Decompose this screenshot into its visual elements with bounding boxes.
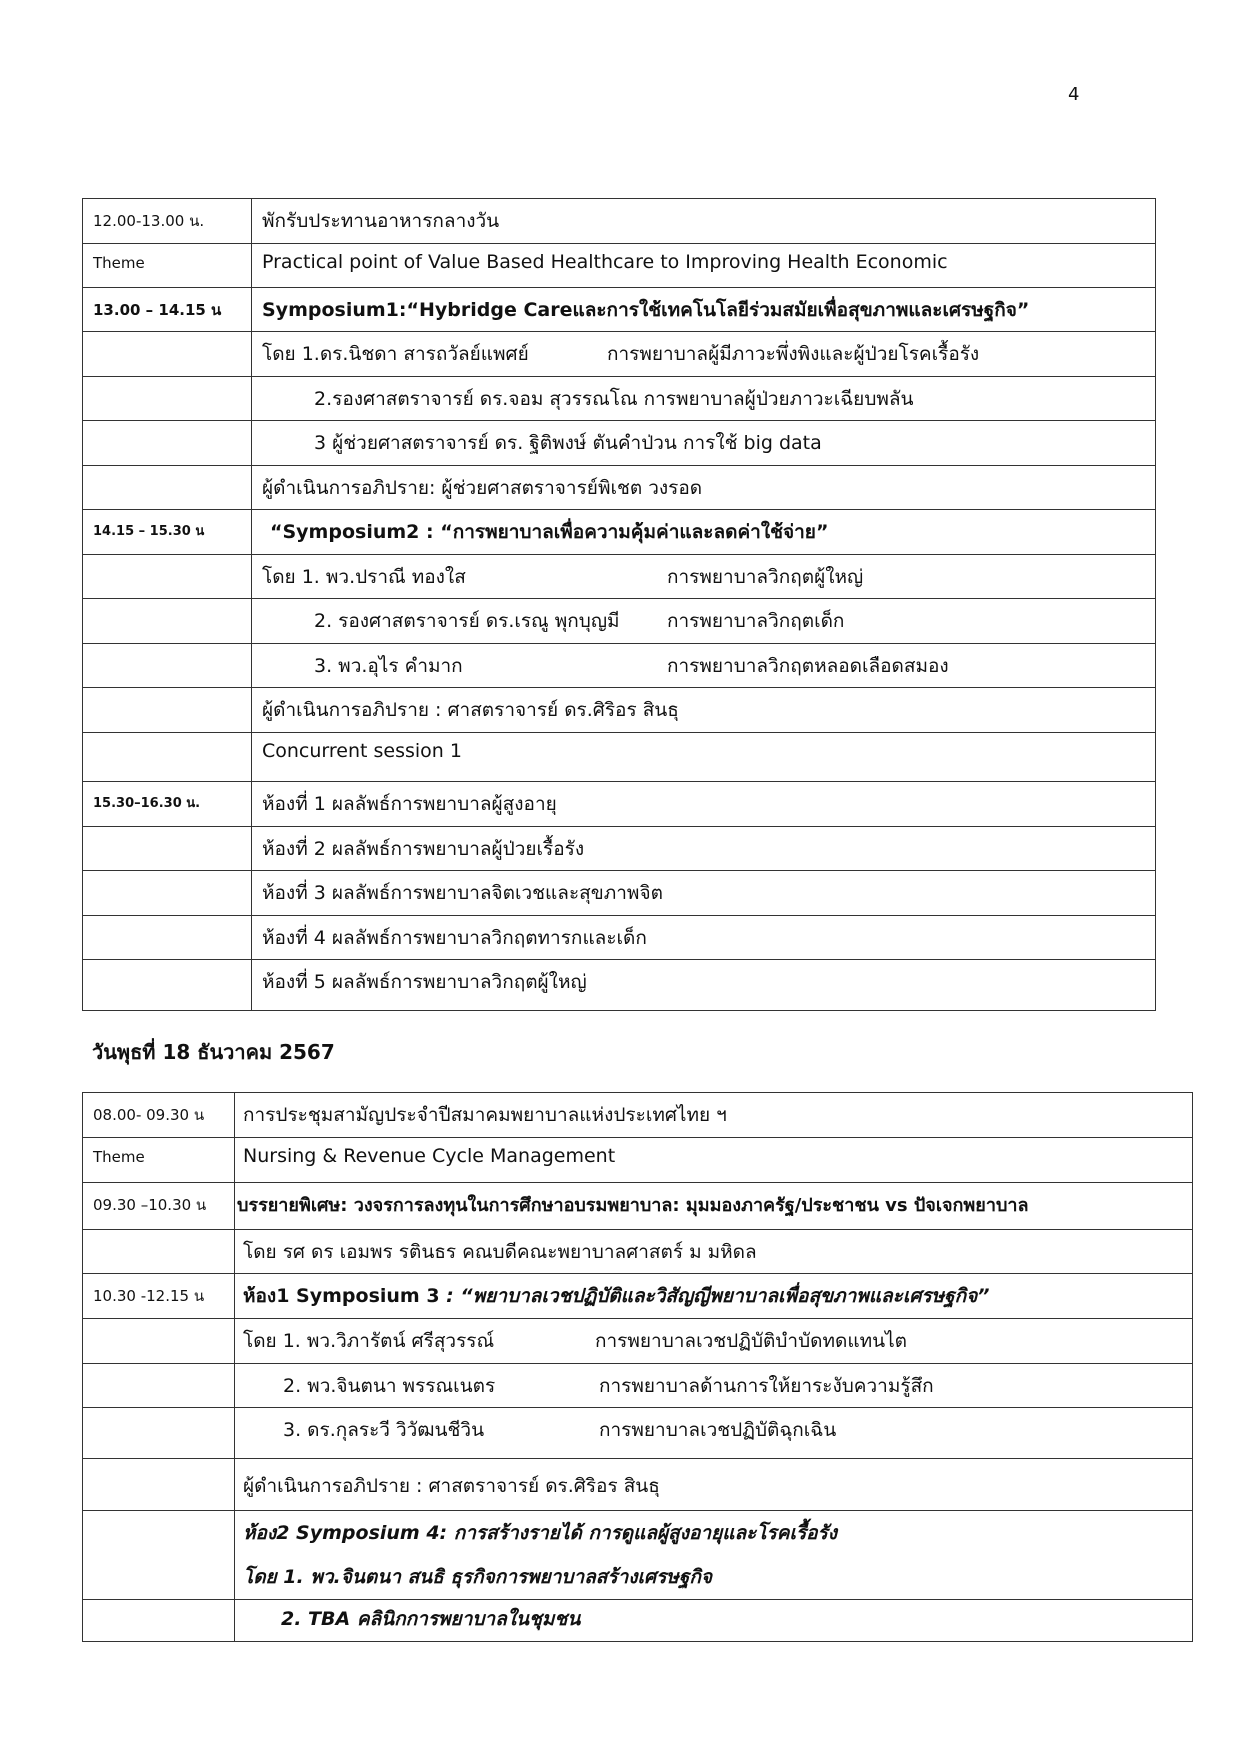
time-cell	[83, 332, 252, 377]
speaker-topic: การพยาบาลวิกฤตเด็ก	[667, 610, 845, 632]
session-cell	[235, 1274, 1193, 1319]
time-cell	[83, 1230, 235, 1274]
room-cell: ห้องที่ 1 ผลลัพธ์การพยาบาลผู้สูงอายุ	[252, 782, 1156, 827]
time-cell	[83, 644, 252, 688]
time-cell: 10.30 -12.15 น	[83, 1274, 235, 1319]
schedule-table-day2	[82, 1092, 1193, 1642]
table-row	[83, 1319, 1193, 1364]
time-cell	[83, 421, 252, 466]
speaker-cell	[252, 599, 1156, 644]
session-cell: Symposium1:“Hybridge Careและการใช้เทคโนโลยีร่วมสมัยเพื่อสุขภาพและเศรษฐกิจ”	[252, 288, 1156, 332]
time-cell	[83, 1408, 235, 1459]
time-cell: 15.30–16.30 น.	[83, 782, 252, 827]
room-cell: ห้องที่ 3 ผลลัพธ์การพยาบาลจิตเวชและสุขภาพจิต	[252, 871, 1156, 916]
time-cell	[83, 377, 252, 421]
time-cell: Theme	[83, 1138, 235, 1183]
time-cell	[83, 960, 252, 1011]
table-row	[83, 288, 1156, 332]
time-cell	[83, 688, 252, 733]
room-cell: ห้องที่ 4 ผลลัพธ์การพยาบาลวิกฤตทารกและเด็ก	[252, 916, 1156, 960]
speaker-name: โดย 1. พว.ปราณี ทองใส	[262, 566, 466, 588]
session-cell	[235, 1511, 1193, 1600]
speaker-line: โดย 1. พว.จินตนา สนธิ ธุรกิจการพยาบาลสร้างเศรษฐกิจ	[243, 1566, 712, 1588]
speaker-name: 3. ดร.กุลระวี วิวัฒนชีวิน	[283, 1419, 485, 1441]
table-row	[83, 871, 1156, 916]
time-cell	[83, 1600, 235, 1642]
table-row	[83, 1408, 1193, 1459]
speaker-cell	[252, 555, 1156, 599]
speaker-topic: การพยาบาลเวชปฏิบัติฉุกเฉิน	[599, 1419, 837, 1441]
speaker-topic: การพยาบาลผู้มีภาวะพึ่งพิงและผู้ป่วยโรคเรื้อรัง	[607, 343, 980, 365]
table-row	[83, 1274, 1193, 1319]
speaker-topic: การพยาบาลเวชปฏิบัติบำบัดทดแทนไต	[595, 1330, 907, 1352]
room-label: ห้อง1 Symposium 3	[243, 1285, 440, 1307]
table-row	[83, 644, 1156, 688]
session-cell: บรรยายพิเศษ: วงจรการลงทุนในการศึกษาอบรมพยาบาล: มุมมองภาครัฐ/ประชาชน vs ปัจเจกพยาบาล	[235, 1183, 1193, 1230]
room-cell: ห้องที่ 2 ผลลัพธ์การพยาบาลผู้ป่วยเรื้อรัง	[252, 827, 1156, 871]
table-row	[83, 1459, 1193, 1511]
speaker-topic: การพยาบาลวิกฤตหลอดเลือดสมอง	[667, 655, 949, 677]
theme-cell: Nursing & Revenue Cycle Management	[235, 1138, 1193, 1183]
table-row	[83, 1183, 1193, 1230]
time-cell	[83, 1459, 235, 1511]
time-cell	[83, 1364, 235, 1408]
date-heading: วันพุธที่ 18 ธันวาคม 2567	[92, 1040, 335, 1064]
table-row	[83, 377, 1156, 421]
time-cell: 14.15 – 15.30 น	[83, 510, 252, 555]
symposium-title: ห้อง2 Symposium 4: การสร้างรายได้ การดูแลผู้สูงอายุและโรคเรื้อรัง	[243, 1522, 838, 1544]
session-cell: พักรับประทานอาหารกลางวัน	[252, 199, 1156, 244]
time-cell	[83, 871, 252, 916]
time-cell: 08.00- 09.30 น	[83, 1093, 235, 1138]
speaker-name: โดย 1. พว.วิภารัตน์ ศรีสุวรรณ์	[243, 1330, 495, 1352]
speaker-cell: 2.รองศาสตราจารย์ ดร.จอม สุวรรณโณ การพยาบาลผู้ป่วยภาวะเฉียบพลัน	[252, 377, 1156, 421]
speaker-cell: โดย รศ ดร เอมพร รตินธร คณบดีคณะพยาบาลศาสตร์ ม มหิดล	[235, 1230, 1193, 1274]
moderator-cell: ผู้ดำเนินการอภิปราย : ศาสตราจารย์ ดร.ศิริอร สินธุ	[252, 688, 1156, 733]
table-row	[83, 960, 1156, 1011]
table-row	[83, 199, 1156, 244]
speaker-cell: 3 ผู้ช่วยศาสตราจารย์ ดร. ฐิติพงษ์ ตันคำป่วน การใช้ big data	[252, 421, 1156, 466]
speaker-name: โดย 1.ดร.นิชดา สารถวัลย์แพศย์	[262, 343, 529, 365]
table-row	[83, 1230, 1193, 1274]
time-cell: 13.00 – 14.15 น	[83, 288, 252, 332]
time-cell	[83, 1511, 235, 1600]
speaker-name: 2. รองศาสตราจารย์ ดร.เรณู พุกบุญมี	[314, 610, 620, 632]
symposium-title: : “พยาบาลเวชปฏิบัติและวิสัญญีพยาบาลเพื่อสุขภาพและเศรษฐกิจ”	[439, 1285, 990, 1307]
time-cell	[83, 733, 252, 782]
time-cell	[83, 599, 252, 644]
time-cell	[83, 916, 252, 960]
speaker-name: 2. พว.จินตนา พรรณเนตร	[283, 1375, 496, 1397]
page-number: 4	[1068, 84, 1080, 105]
speaker-name: 3. พว.อุไร คำมาก	[314, 655, 463, 677]
table-row	[83, 510, 1156, 555]
session-cell: Concurrent session 1	[252, 733, 1156, 782]
table-row	[83, 827, 1156, 871]
schedule-table-day1	[82, 198, 1156, 1011]
table-row	[83, 555, 1156, 599]
time-cell: Theme	[83, 244, 252, 288]
time-cell	[83, 827, 252, 871]
speaker-cell	[235, 1408, 1193, 1459]
table-row	[83, 1600, 1193, 1642]
session-cell: การประชุมสามัญประจำปีสมาคมพยาบาลแห่งประเทศไทย ฯ	[235, 1093, 1193, 1138]
time-cell	[83, 466, 252, 510]
table-row	[83, 421, 1156, 466]
table-row	[83, 782, 1156, 827]
table-row	[83, 1093, 1193, 1138]
table-row	[83, 466, 1156, 510]
table-row	[83, 733, 1156, 782]
table-row	[83, 1364, 1193, 1408]
time-cell: 09.30 –10.30 น	[83, 1183, 235, 1230]
speaker-cell	[235, 1364, 1193, 1408]
theme-cell: Practical point of Value Based Healthcare to Improving Health Economic	[252, 244, 1156, 288]
table-row	[83, 1511, 1193, 1600]
speaker-topic: การพยาบาลด้านการให้ยาระงับความรู้สึก	[599, 1375, 934, 1397]
table-row	[83, 688, 1156, 733]
room-cell: ห้องที่ 5 ผลลัพธ์การพยาบาลวิกฤตผู้ใหญ่	[252, 960, 1156, 1011]
time-cell: 12.00-13.00 น.	[83, 199, 252, 244]
table-row	[83, 1138, 1193, 1183]
speaker-cell	[235, 1319, 1193, 1364]
speaker-cell	[252, 644, 1156, 688]
table-row	[83, 916, 1156, 960]
speaker-cell	[252, 332, 1156, 377]
table-row	[83, 244, 1156, 288]
table-row	[83, 332, 1156, 377]
speaker-cell: 2. TBA คลินิกการพยาบาลในชุมชน	[235, 1600, 1193, 1642]
session-cell: “Symposium2 : “การพยาบาลเพื่อความคุ้มค่าและลดค่าใช้จ่าย”	[252, 510, 1156, 555]
time-cell	[83, 1319, 235, 1364]
moderator-cell: ผู้ดำเนินการอภิปราย : ศาสตราจารย์ ดร.ศิริอร สินธุ	[235, 1459, 1193, 1511]
speaker-topic: การพยาบาลวิกฤตผู้ใหญ่	[667, 566, 864, 588]
table-row	[83, 599, 1156, 644]
moderator-cell: ผู้ดำเนินการอภิปราย: ผู้ช่วยศาสตราจารย์พิเชต วงรอด	[252, 466, 1156, 510]
time-cell	[83, 555, 252, 599]
